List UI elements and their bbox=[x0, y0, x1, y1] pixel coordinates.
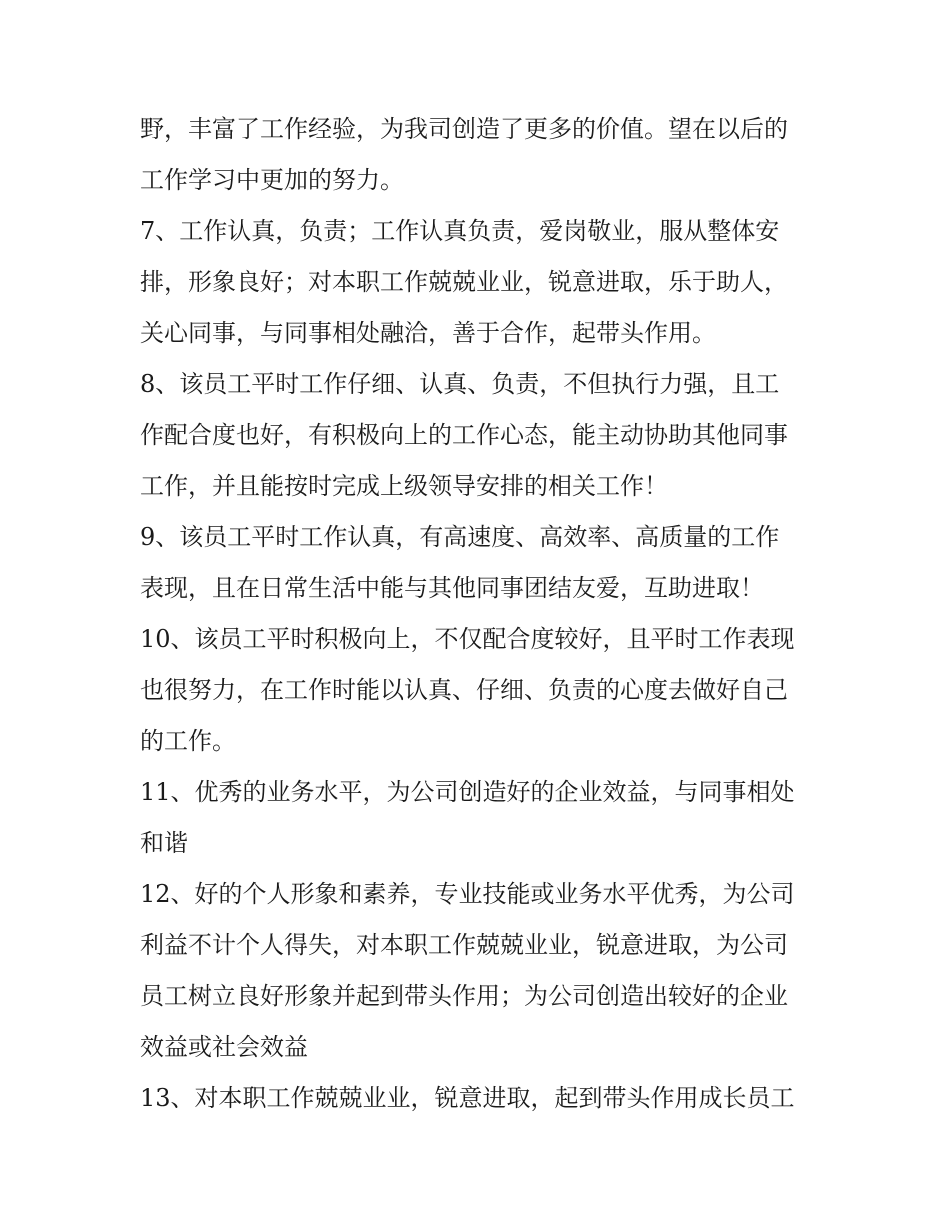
text-line: 和谐 bbox=[140, 829, 188, 857]
text-line: 工作，并且能按时完成上级领导安排的相关工作！ bbox=[140, 472, 668, 500]
text-line: 7、工作认真，负责；工作认真负责，爱岗敬业，服从整体安 bbox=[140, 217, 780, 245]
text-line: 员工树立良好形象并起到带头作用；为公司创造出较好的企业 bbox=[140, 982, 788, 1010]
text-line: 表现，且在日常生活中能与其他同事团结友爱，互助进取！ bbox=[140, 574, 764, 602]
text-line: 13、对本职工作兢兢业业，锐意进取，起到带头作用成长员工 bbox=[140, 1084, 795, 1112]
text-line: 利益不计个人得失，对本职工作兢兢业业，锐意进取，为公司 bbox=[140, 931, 788, 959]
text-line: 排，形象良好；对本职工作兢兢业业，锐意进取，乐于助人， bbox=[140, 268, 788, 296]
text-line: 野，丰富了工作经验，为我司创造了更多的价值。望在以后的 bbox=[140, 115, 788, 143]
document-body bbox=[140, 104, 820, 1124]
text-line: 11、优秀的业务水平，为公司创造好的企业效益，与同事相处 bbox=[140, 778, 795, 806]
text-line: 的工作。 bbox=[140, 727, 236, 755]
text-line: 关心同事，与同事相处融洽，善于合作，起带头作用。 bbox=[140, 319, 716, 347]
text-line: 效益或社会效益 bbox=[140, 1033, 308, 1061]
text-line: 10、该员工平时积极向上，不仅配合度较好，且平时工作表现 bbox=[140, 625, 795, 653]
text-line: 工作学习中更加的努力。 bbox=[140, 166, 404, 194]
text-line: 作配合度也好，有积极向上的工作心态，能主动协助其他同事 bbox=[140, 421, 788, 449]
text-line: 也很努力，在工作时能以认真、仔细、负责的心度去做好自己 bbox=[140, 676, 788, 704]
text-line: 12、好的个人形象和素养，专业技能或业务水平优秀，为公司 bbox=[140, 880, 795, 908]
text-line: 8、该员工平时工作仔细、认真、负责，不但执行力强，且工 bbox=[140, 370, 780, 398]
text-line: 9、该员工平时工作认真，有高速度、高效率、高质量的工作 bbox=[140, 523, 780, 551]
